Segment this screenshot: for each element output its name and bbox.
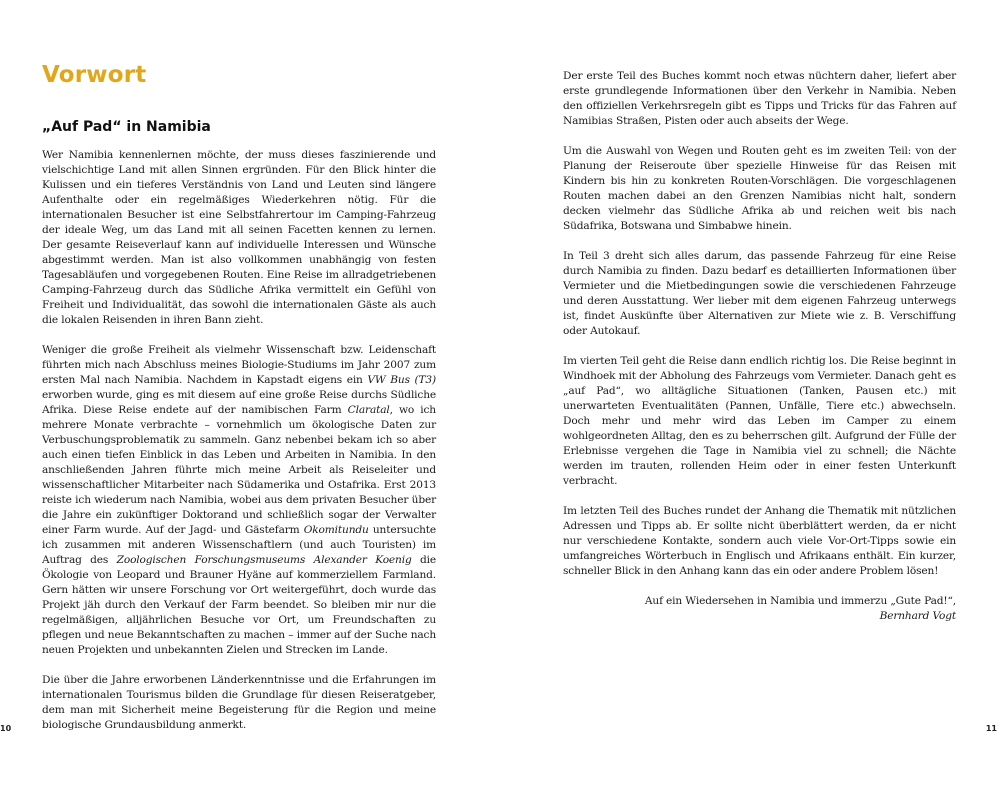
text-run: , wo ich mehrere Monate verbrachte – vornehmlich um ökologische Daten zur Verbuschungsproblematik zu sammeln. Ganz nebenbei bekam ich so aber auch einen tiefen Einblick in das Leben und Arbeiten in Namibia. In den anschließenden Jahren führte mich meine Arbeit als Reiseleiter und wissenschaftlicher Mitarbeiter nach Südamerika und Ostafrika. Erst 2013 reiste ich wiederum nach Namibia, wobei aus dem privaten Besucher über die Jahre ein zukünftiger Doktorand und schließlich sogar der Verwalter einer Farm wurde. Auf der Jagd- und Gästefarm	[42, 404, 436, 536]
text-run: untersuchte ich zusammen mit anderen Wissenschaftlern (und auch Touristen) im Auftrag des	[42, 524, 436, 566]
text-run: Weniger die große Freiheit als vielmehr Wissenschaft bzw. Leidenschaft führten mich nach Abschluss meines Biologie-Studiums im Jahr 2007 zum ersten Mal nach Namibia. Nachdem in Kapstadt eigens ein	[42, 344, 436, 386]
right-paragraph-1: Der erste Teil des Buches kommt noch etwas nüchtern daher, liefert aber erste grundlegende Informationen über den Verkehr in Namibia. Neben den offiziellen Verkehrsregeln gibt es Tipps und Tricks für das Fahren auf Namibias Straßen, Pisten oder auch abseits der Wege.	[563, 70, 956, 127]
right-paragraph-5: Im letzten Teil des Buches rundet der Anhang die Thematik mit nützlichen Adressen und Tipps ab. Er sollte nicht überblättert werden, da er nicht nur verschiedene Kontakte, sondern auch viele Vor-Ort-Tipps sowie ein umfangreiches Wörterbuch in Englisch und Afrikaans enthält. Ein kurzer, schneller Blick in den Anhang kann das ein oder andere Problem lösen!	[563, 505, 956, 577]
vehicle-name: VW Bus (T3)	[367, 374, 436, 386]
left-paragraph-1: Wer Namibia kennenlernen möchte, der muss dieses faszinierende und vielschichtige Land mit allen Sinnen ergründen. Für den Blick hinter die Kulissen und ein tieferes Verständnis von Land und Leuten sind längere Aufenthalte oder ein regelmäßiges Wiederkehren nötig. Für die internationalen Besucher ist eine Selbstfahrertour im Camping-Fahrzeug der ideale Weg, um das Land mit all seinen Facetten kennen zu lernen. Der gesamte Reiseverlauf kann auf individuelle Interessen und Wünsche abgestimmt werden. Man ist also vollkommen unabhängig von festen Tagesabläufen und vorgegebenen Routen. Eine Reise im allradgetriebenen Camping-Fahrzeug durch das Südliche Afrika vermittelt ein Gefühl von Freiheit und Individualität, das sowohl die internationalen Gäste als auch die lokalen Reisenden in ihren Bann zieht.	[42, 149, 436, 326]
author-signature: Bernhard Vogt	[879, 610, 956, 622]
farm-name-okomitundu: Okomitundu	[303, 524, 369, 536]
museum-name: Zoologischen Forschungsmuseums Alexander Koenig	[116, 554, 412, 566]
right-paragraph-2: Um die Auswahl von Wegen und Routen geht es im zweiten Teil: von der Planung der Reiseroute über spezielle Hinweise für das Reisen mit Kindern bis hin zu konkreten Routen-Vorschlägen. Die vorgeschlagenen Routen machen dabei an den Grenzen Namibias nicht halt, sondern decken vielmehr das Südliche Afrika ab und reichen weit bis nach Südafrika, Botswana und Simbabwe hinein.	[563, 145, 956, 232]
page-number-left: 10	[0, 724, 12, 733]
left-paragraph-3: Die über die Jahre erworbenen Länderkenntnisse und die Erfahrungen im internationalen Tourismus bilden die Grundlage für diesen Reiseratgeber, dem man mit Sicherheit meine Begeisterung für die Region und meine biologische Grundausbildung anmerkt.	[42, 674, 436, 731]
farm-name-claratal: Claratal	[347, 404, 390, 416]
right-page	[563, 69, 956, 624]
chapter-title: Vorwort	[42, 62, 147, 88]
section-subtitle: „Auf Pad“ in Namibia	[42, 119, 211, 135]
page-number-right: 11	[985, 724, 997, 733]
text-run: die Ökologie von Leopard und Brauner Hyäne auf kommerziellem Farmland. Gern hätten wir unsere Forschung vor Ort weitergeführt, doch wurde das Projekt jäh durch den Verkauf der Farm beendet. So bleiben mir nur die regelmäßigen, alljährlichen Besuche vor Ort, um Freundschaften zu pflegen und neue Bekanntschaften zu machen – immer auf der Suche nach neuen Projekten und unbekannten Zielen und Strecken im Lande.	[42, 554, 436, 656]
left-page	[42, 58, 436, 748]
right-paragraph-4: Im vierten Teil geht die Reise dann endlich richtig los. Die Reise beginnt in Windhoek mit der Abholung des Fahrzeugs vom Vermieter. Danach geht es „auf Pad“, wo alltägliche Situationen (Tanken, Pausen etc.) mit unerwarteten Eventualitäten (Pannen, Unfälle, Tiere etc.) abwechseln. Doch mehr und mehr wird das Leben im Camper zu einem wohlgeordneten Alltag, den es zu beherrschen gilt. Aufgrund der Fülle der Erlebnisse vergehen die Tage in Namibia viel zu schnell; die Nächte werden im trauten, rollenden Heim oder in einer festen Unterkunft verbracht.	[563, 355, 956, 487]
text-run: erworben wurde, ging es mit diesem auf eine große Reise durchs Südliche Afrika. Diese Reise endete auf der namibischen Farm	[42, 389, 436, 416]
signoff	[563, 594, 956, 624]
closing-line: Auf ein Wiedersehen in Namibia und immerzu „Gute Pad!“,	[644, 595, 956, 607]
right-paragraph-3: In Teil 3 dreht sich alles darum, das passende Fahrzeug für eine Reise durch Namibia zu finden. Dazu bedarf es detaillierten Informationen über Vermieter und die Mietbedingungen sowie die verschiedenen Fahrzeuge und deren Ausstattung. Wer lieber mit dem eigenen Fahrzeug unterwegs ist, findet Auskünfte über Alternativen zur Miete wie z. B. Verschiffung oder Autokauf.	[563, 250, 956, 337]
left-paragraph-2	[42, 343, 436, 658]
